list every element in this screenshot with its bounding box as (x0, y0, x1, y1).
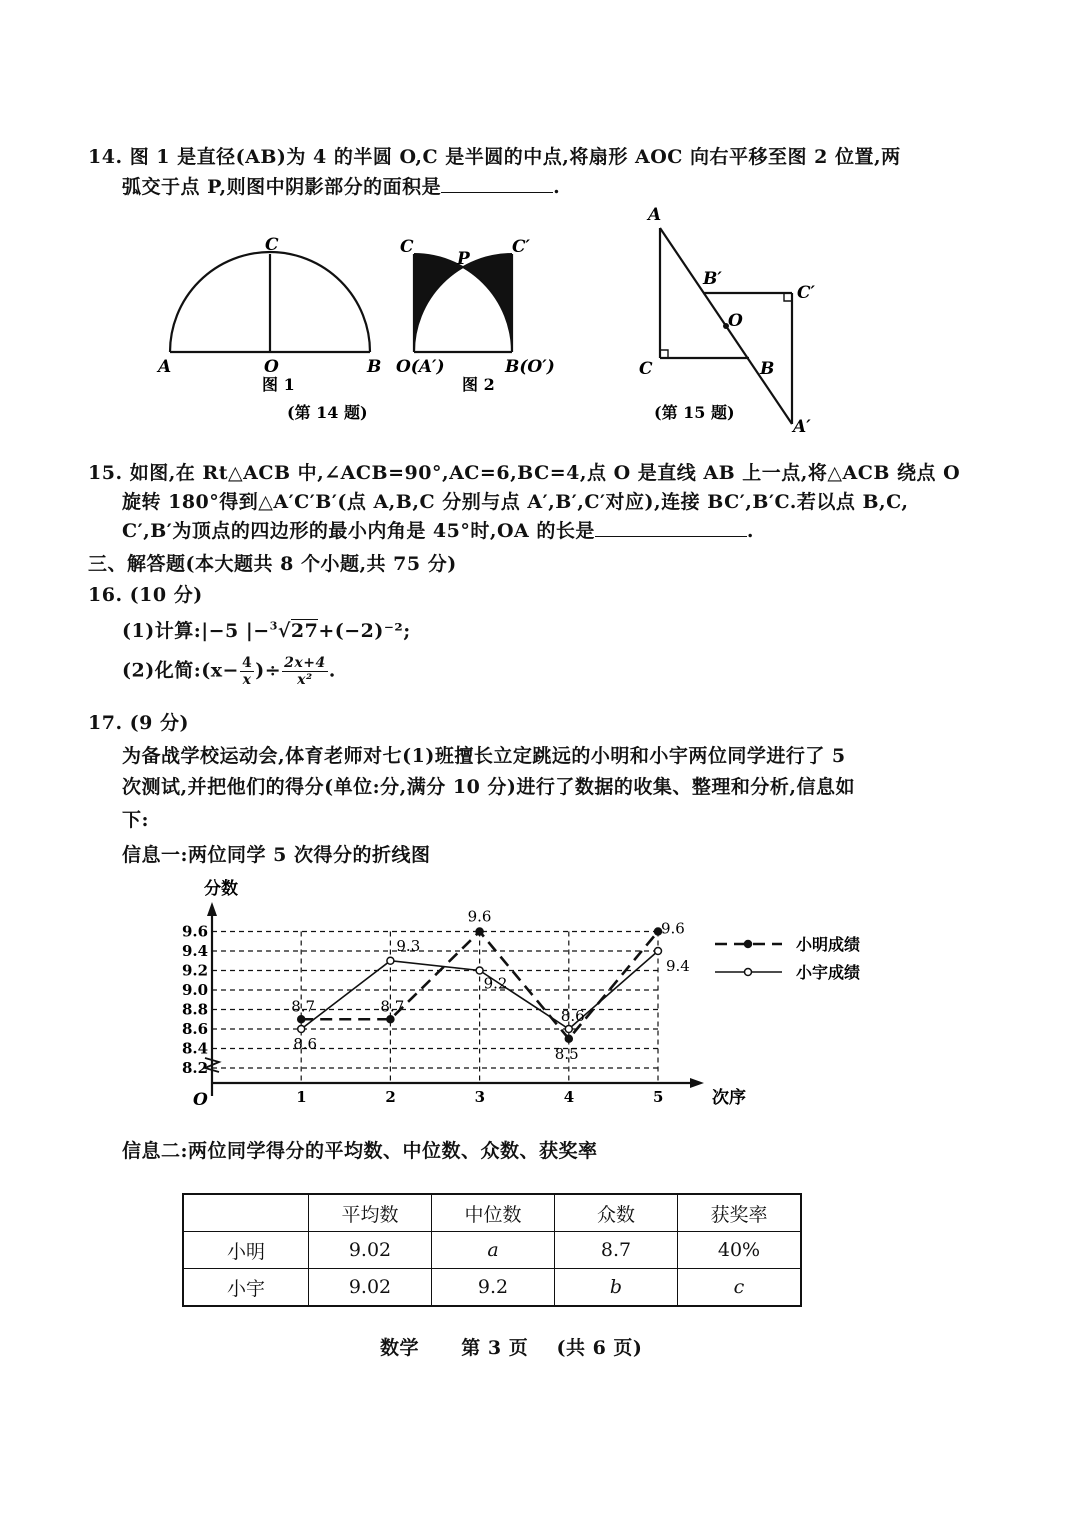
fraction-2x4-over-x2: $\frac{2x+4}{\text{x²}}$ (284, 655, 326, 688)
data-label: 8.6 (293, 1035, 318, 1053)
table-header-cell: 众数 (555, 1194, 678, 1232)
data-label: 8.7 (291, 997, 316, 1016)
q16-part1: (1)计算:|−5 |−$^3$√27+(−2)⁻²; (122, 619, 411, 642)
data-point (298, 1026, 305, 1033)
table-header-cell: 获奖率 (678, 1194, 802, 1232)
q14-figure-caption: (第 14 题) (287, 403, 368, 422)
section-3-heading: 三、解答题(本大题共 8 个小题,共 75 分) (88, 553, 457, 575)
y-tick-label: 9.6 (182, 922, 209, 941)
q14-text-line1: 图 1 是直径(AB)为 4 的半圆 O,C 是半圆的中点,将扇形 AOC 向右平移至图 2 位置,两 (129, 146, 901, 168)
q15-text-line1: 如图,在 Rt△ACB 中,∠ACB=90°,AC=6,BC=4,点 O 是直线 AB 上一点,将△ACB 绕点 O (129, 462, 961, 484)
table-cell: 40% (678, 1232, 802, 1269)
table-cell: 小明 (183, 1232, 309, 1269)
q15-line1 (88, 458, 960, 485)
chart-grid (212, 932, 658, 1084)
footer-total: (共 6 页) (556, 1337, 643, 1359)
data-point (387, 1016, 394, 1023)
q15-number: 15. (88, 462, 123, 484)
footer-subject: 数学 (380, 1337, 420, 1359)
fig15-label-B: B (760, 359, 775, 379)
fig15-caption: (第 15 题) (654, 403, 735, 422)
table-cell: 9.02 (309, 1269, 432, 1307)
q15-answer-blank (595, 536, 747, 537)
fig2-label-C: C (400, 237, 414, 257)
x-tick-label: 2 (385, 1088, 396, 1106)
chart-legend (715, 935, 860, 982)
y-tick-label: 8.6 (182, 1020, 209, 1038)
q16-number: 16. (10 分) (88, 584, 203, 606)
x-tick-label: 5 (653, 1088, 664, 1106)
data-label: 9.6 (661, 919, 685, 938)
x-axis-arrow (690, 1078, 704, 1088)
q14-text-line2: 弧交于点 P,则图中阴影部分的面积是 (122, 176, 442, 198)
q17-number: 17. (9 分) (88, 712, 189, 734)
legend-label: 小宇成绩 (796, 963, 861, 982)
chart-ticks (182, 923, 663, 1107)
fig1-label-B: B (367, 357, 382, 377)
data-point (655, 948, 662, 955)
y-tick-label: 9.2 (182, 961, 209, 980)
y-tick-label: 8.2 (182, 1059, 209, 1077)
fig1-caption: 图 1 (262, 375, 295, 394)
x-tick-label: 3 (474, 1088, 486, 1106)
q16-part2: (2)化简:(x− $\frac{4}{x}$ )÷ $\frac{2x+4}{\text{x²}}$ . (122, 655, 336, 688)
y-tick-label: 8.8 (182, 1000, 209, 1019)
fig1-label-A: A (158, 357, 172, 377)
y-axis-arrow (207, 902, 217, 916)
q17-info1: 信息一:两位同学 5 次得分的折线图 (122, 844, 431, 866)
q17-para-line1: 为备战学校运动会,体育老师对七(1)班擅长立定跳远的小明和小宇两位同学进行了 5 (122, 745, 846, 767)
q17-info2: 信息二:两位同学得分的平均数、中位数、众数、获奖率 (122, 1140, 598, 1162)
fig15-label-A2: A′ (793, 417, 811, 437)
x-axis-label: 次序 (712, 1088, 746, 1108)
fig2-label-C2: C′ (512, 237, 531, 257)
statistics-table (182, 1193, 802, 1307)
y-axis-label: 分数 (204, 879, 238, 899)
geometry-figures (0, 0, 1080, 460)
data-label: 8.5 (554, 1044, 579, 1063)
data-label: 9.6 (467, 907, 492, 926)
data-point (476, 928, 483, 935)
fig2-label-O: O(A′) (396, 357, 445, 377)
y-tick-label: 9.4 (182, 942, 209, 960)
fig15-label-A: A (648, 205, 662, 225)
fig2-label-B: B(O′) (505, 357, 555, 377)
fig1-label-C: C (265, 235, 279, 255)
fig1-label-O: O (264, 357, 279, 377)
legend-label: 小明成绩 (796, 935, 861, 954)
x-tick-label: 4 (563, 1088, 575, 1106)
q14-line2: 弧交于点 P,则图中阴影部分的面积是 . (122, 176, 561, 198)
figure-2 (396, 237, 555, 394)
data-label: 9.3 (396, 936, 421, 955)
fig2-label-P: P (457, 249, 470, 269)
table-cell: c (678, 1269, 802, 1307)
legend-marker (745, 969, 752, 976)
figure-15 (639, 205, 816, 437)
x-tick-label: 1 (296, 1088, 307, 1106)
q14-number: 14. (88, 146, 123, 168)
table-header-cell (183, 1194, 309, 1232)
page-footer (380, 1333, 642, 1360)
table-row (183, 1269, 801, 1307)
q17-para-line2: 次测试,并把他们的得分(单位:分,满分 10 分)进行了数据的收集、整理和分析,信息如 (122, 776, 856, 798)
fig15-label-B2: B′ (703, 269, 722, 289)
y-tick-label: 8.4 (182, 1039, 209, 1058)
data-point (565, 1026, 572, 1033)
table-row (183, 1232, 801, 1269)
figure-1 (156, 235, 381, 394)
table-header-cell: 中位数 (432, 1194, 555, 1232)
fig2-caption: 图 2 (462, 375, 495, 394)
table-cell: 8.7 (555, 1232, 678, 1269)
data-label: 9.4 (666, 957, 690, 975)
chart-series (291, 908, 690, 1063)
data-label: 8.6 (560, 1007, 585, 1025)
q15-line3: C′,B′为顶点的四边形的最小内角是 45°时,OA 的长是 . (122, 520, 755, 542)
fig15-label-C2: C′ (797, 283, 816, 303)
data-label: 9.2 (483, 974, 508, 993)
q15-text-line3: C′,B′为顶点的四边形的最小内角是 45°时,OA 的长是 (122, 520, 595, 542)
table-cell: b (555, 1269, 678, 1307)
q15-line2 (122, 487, 909, 514)
data-point (476, 967, 483, 974)
data-label: 8.7 (380, 997, 405, 1016)
footer-page: 第 3 页 (461, 1337, 529, 1359)
data-point (298, 1016, 305, 1023)
y-tick-label: 9.0 (182, 981, 209, 999)
data-point (387, 957, 394, 964)
table-header-row (183, 1194, 801, 1232)
q15-text-line2: 旋转 180°得到△A′C′B′(点 A,B,C 分别与点 A′,B′,C′对应),连接 BC′,B′C.若以点 B,C, (122, 491, 909, 513)
score-line-chart (0, 870, 1080, 1110)
table-cell: a (432, 1232, 555, 1269)
table-cell: 9.02 (309, 1232, 432, 1269)
table-cell: 9.2 (432, 1269, 555, 1307)
root-index: 3 (269, 619, 278, 633)
fig15-label-C: C (639, 359, 653, 379)
table-header-cell: 平均数 (309, 1194, 432, 1232)
fraction-4-over-x: $\frac{4}{x}$ (241, 655, 253, 688)
q17-para-line3: 下: (122, 809, 150, 831)
table-cell: 小宇 (183, 1269, 309, 1307)
legend-marker (745, 941, 752, 948)
origin-label: O (193, 1090, 208, 1110)
data-point (565, 1035, 572, 1042)
fig15-label-O: O (728, 311, 743, 331)
radicand: 27 (290, 620, 319, 642)
